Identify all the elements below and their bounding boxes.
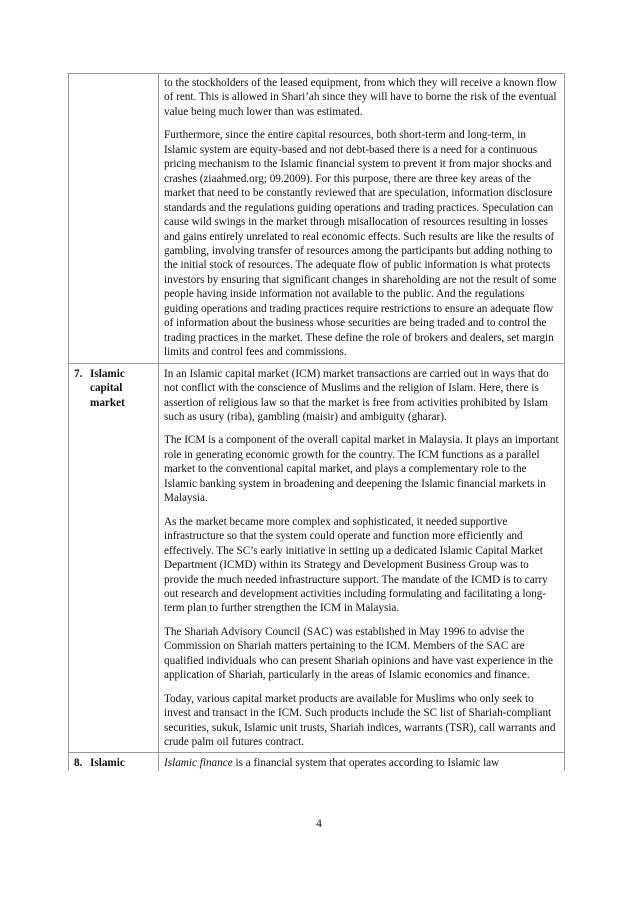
paragraph: In an Islamic capital market (ICM) market transactions are carried out in ways that do not conflict with the conscience of Muslims and the religion of Islam. Here, there is assertion of religious law so that the market is free from activities prohibited by Islam such as usury (riba), gambling (maisir) and ambiguity (gharar). — [164, 367, 549, 423]
row-number: 8. — [74, 757, 83, 770]
table-row — [69, 363, 565, 753]
page-number: 4 — [316, 818, 322, 830]
paragraph: to the stockholders of the leased equipment, from which they will receive a known flow of rent. This is allowed in Shari’ah since they will have to borne the risk of the eventual value being much lower than was estimated. — [164, 77, 558, 118]
definition-cell — [159, 74, 565, 364]
paragraph: Today, various capital market products are available for Muslims who only seek to invest and transact in the ICM. Such products include the SC list of Shariah-compliant securities, sukuk, Islamic unit trusts, Shariah indices, warrants (TSR), call warrants and crude palm oil futures contract. — [164, 692, 556, 749]
paragraph: The ICM is a component of the overall capital market in Malaysia. It plays an important role in generating economic growth for the country. The ICM functions as a parallel market to the conventional capital market, and plays a complementary role to the Islamic banking system in broadening and deepening the Islamic financial markets in Malaysia. — [164, 434, 559, 505]
definition-text: is a financial system that operates according to Islamic law — [232, 757, 500, 770]
term-cell — [69, 753, 159, 771]
paragraph: Furthermore, since the entire capital resources, both short-term and long-term, in Islamic system are equity-based and not debt-based there is a need for a continuous pricing mechanism to the Islamic financial system to prevent it from major shocks and crashes (ziaahmed.org; 09.2009). For this purpose, there are three key areas of the market that need to be constantly reviewed that are speculation, information disclosure standards and the regulations guiding operations and trading practices. Speculation can cause wild swings in the market through misallocation of resources resulting in losses and gains entirely unrelated to real economic effects. Such results are like the results of gambling, involving transfer of resources among the participants but adding nothing to the initial stock of resources. The adequate flow of public information is what protects investors by ensuring that significant changes in shareholding are not the result of some people having inside information not available to the public. And the regulations guiding operations and trading practices require restrictions to ensure an adequate flow of information about the business whose securities are being traded and to control the trading practices in the market. These define the role of brokers and dealers, set margin limits and control fees and commissions. — [164, 129, 557, 359]
glossary-table — [68, 73, 565, 771]
term-cell — [69, 74, 159, 364]
row-number: 7. — [74, 367, 83, 380]
definition-cell — [159, 753, 565, 771]
definition-lead-term: Islamic finance — [164, 757, 233, 770]
definition-cell — [159, 363, 565, 753]
term-cell — [69, 363, 159, 753]
term-label: Islamic — [90, 757, 125, 770]
term-label: Islamic capital market — [90, 367, 125, 409]
table-row — [69, 753, 565, 771]
paragraph: The Shariah Advisory Council (SAC) was established in May 1996 to advise the Commission on Shariah matters pertaining to the ICM. Members of the SAC are qualified individuals who can present Shariah opinions and have vast experience in the application of Shariah, particularly in the areas of Islamic economics and finance. — [164, 625, 553, 682]
table-row — [69, 74, 565, 364]
paragraph: As the market became more complex and sophisticated, it needed supportive infrastructure so that the system could operate and function more efficiently and effectively. The SC’s early initiative in setting up a dedicated Islamic Capital Market Department (ICMD) within its Strategy and Development Business Group was to provide the much needed infrastructure support. The mandate of the ICMD is to carry out research and development activities including formulating and facilitating a long-term plan to further strengthen the ICM in Malaysia. — [164, 515, 548, 615]
